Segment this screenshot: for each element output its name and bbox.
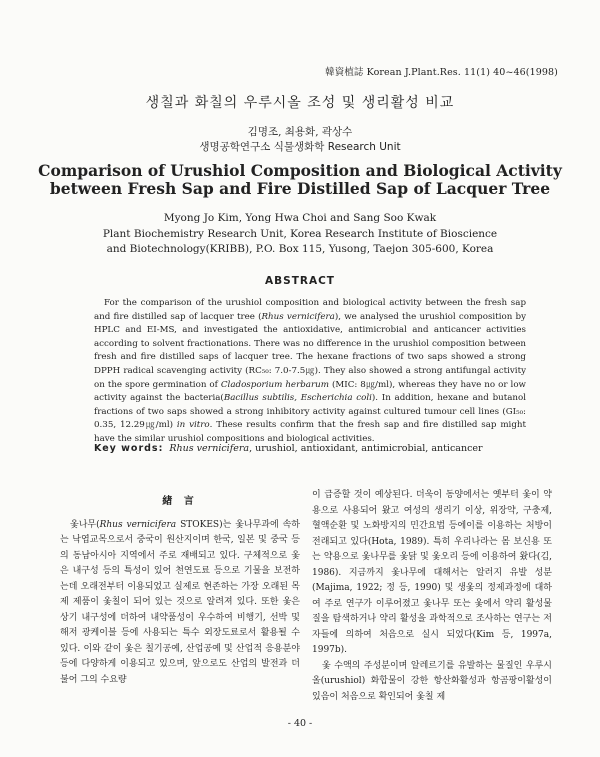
abstract-bacteria: Bacillus subtilis, Escherichia coli [223,393,372,404]
intro-start: 옻나무( [70,519,100,530]
abstract-part-3: (MIC: 8㎍/ml), whereas they have no or low activity against the bacteria( [94,379,526,404]
keywords [94,443,544,454]
abstract-part-5: . These results confirm that the fresh sap and fire distilled sap might have the similar urushiol compositions and biological activities. [94,420,526,444]
intro-paragraph [60,518,300,689]
intro-text: STOKES)는 옻나무과에 속하는 낙엽교목으로서 중국이 원산지이며 한국, 일본 및 중국 등의 동남아시아 지역에서 주로 재배되고 있다. 구체적으로 옻은 내구성 등의 특성이 있어 천연도료 등으로 기물을 보전하는데 오래전부터 이용되었고 실제로 현존하는 가장 오래된 목제 제품이 옻칠이 되어 있는 것으로 알려져 있다. 또한 옻은 상기 내구성에 더하여 내약품성이 우수하여 비행기, 선박 및 해저 광케이블 등에 사용되는 특수 외장도료로서 활용될 수 있다. 이와 같이 옻은 칠기공예, 산업공예 및 산업적 응용분야 등에 다양하게 이용되고 있으며, 앞으로도 산업의 발전과 더불어 그의 수요량 [60,519,300,685]
journal-citation: 韓資植誌 Korean J.Plant.Res. 11(1) 40~46(1998) [325,67,558,78]
abstract-part-4: ). In addition, hexane and butanol fractions of two saps showed a strong inhibitory activity against cultured tumour cell lines (GI₅₀: 0.35, 12.29㎍/ml) [94,393,526,431]
abstract-part-2: ), we analysed the urushiol composition by HPLC and EI-MS, and investigated the antioxidative, antimicrobial and anticancer activities according to solvent fractionations. There was no difference in the urushiol composition between fresh and fire distilled saps of lacquer tree. The hexane fractions of two saps showed a strong DPPH radical scavenging activity (RC₅₀: 7.0-7.5㎍). They also showed a strong antifungal activity on the spore germination of [94,311,526,390]
body-right-column [312,488,552,705]
english-authors: Myong Jo Kim, Yong Hwa Choi and Sang Soo Kwak [163,212,437,224]
korean-title: 생칠과 화칠의 우루시올 조성 및 생리활성 비교 [145,95,455,111]
english-affiliation [0,227,600,257]
abstract-species: Rhus verniciferа [261,311,335,322]
korean-institute: 생명공학연구소 식물생화학 Research Unit [199,141,401,153]
body-left-column [60,488,300,688]
keywords-species: Rhus vernicifera [169,443,250,454]
abstract-heading: ABSTRACT [265,275,335,287]
page-number: - 40 - [287,718,313,729]
right-paragraph-1: 이 급증할 것이 예상된다. 더욱이 동양에서는 옛부터 옻이 약용으로 사용되어 왔고 여성의 생리기 이상, 위장약, 구충제, 혈액순환 및 노화방지의 민간요법 등에이를 이용하는 처방이 전래되고 있다(Hota, 1989). 특히 우리나라는 몸 보신용 또는 약용으로 옻나무를 옻닭 및 옻오리 등에 이용하여 왔다(김, 1986). 지금까지 옻나무에 대해서는 알러지 유발 성분(Majima, 1922; 정 등, 1990) 및 생옻의 정제과정에 대하여 주로 연구가 이루어졌고 옻나무 또는 옻에서 약리 활성물질을 탐색하거나 약리 활성을 과학적으로 조사하는 연구는 저자들에 의하여 처음으로 실시 되었다(Kim 등, 1997a, 1997b). [312,490,552,655]
abstract-text [94,297,526,447]
intro-species: Rhus vernicifera [99,519,177,530]
korean-authors: 김명조, 최용화, 곽상수 [247,126,353,138]
keywords-list: , urushiol, antioxidant, antimicrobial, anticancer [249,443,483,454]
english-title-line-1: Comparison of Urushiol Composition and Biological Activity [38,161,562,180]
section-heading-introduction: 緖 言 [162,496,198,507]
english-title [0,162,600,198]
abstract-in-vitro: in vitro [176,420,210,431]
keywords-label: Key words: [94,443,164,454]
english-title-line-2: between Fresh Sap and Fire Distilled Sap of Lacquer Tree [49,179,551,198]
right-paragraph-2: 옻 수액의 주성분이며 알레르기를 유발하는 물질인 우루시올(urushiol) 화합물이 강한 항산화활성과 항곰팡이활성이 있음이 처음으로 확인되어 옻칠 제 [312,660,552,702]
abstract-fungus: Cladosporium herbarum [220,379,329,390]
affiliation-line-1: Plant Biochemistry Research Unit, Korea Research Institute of Bioscience [102,228,498,240]
affiliation-line-2: and Biotechnology(KRIBB), P.O. Box 115, Yusong, Taejon 305-600, Korea [106,243,494,255]
abstract-part-1: For the comparison of the urushiol composition and biological activity between the fresh sap and fire distilled sap of lacquer tree ( [94,298,526,322]
